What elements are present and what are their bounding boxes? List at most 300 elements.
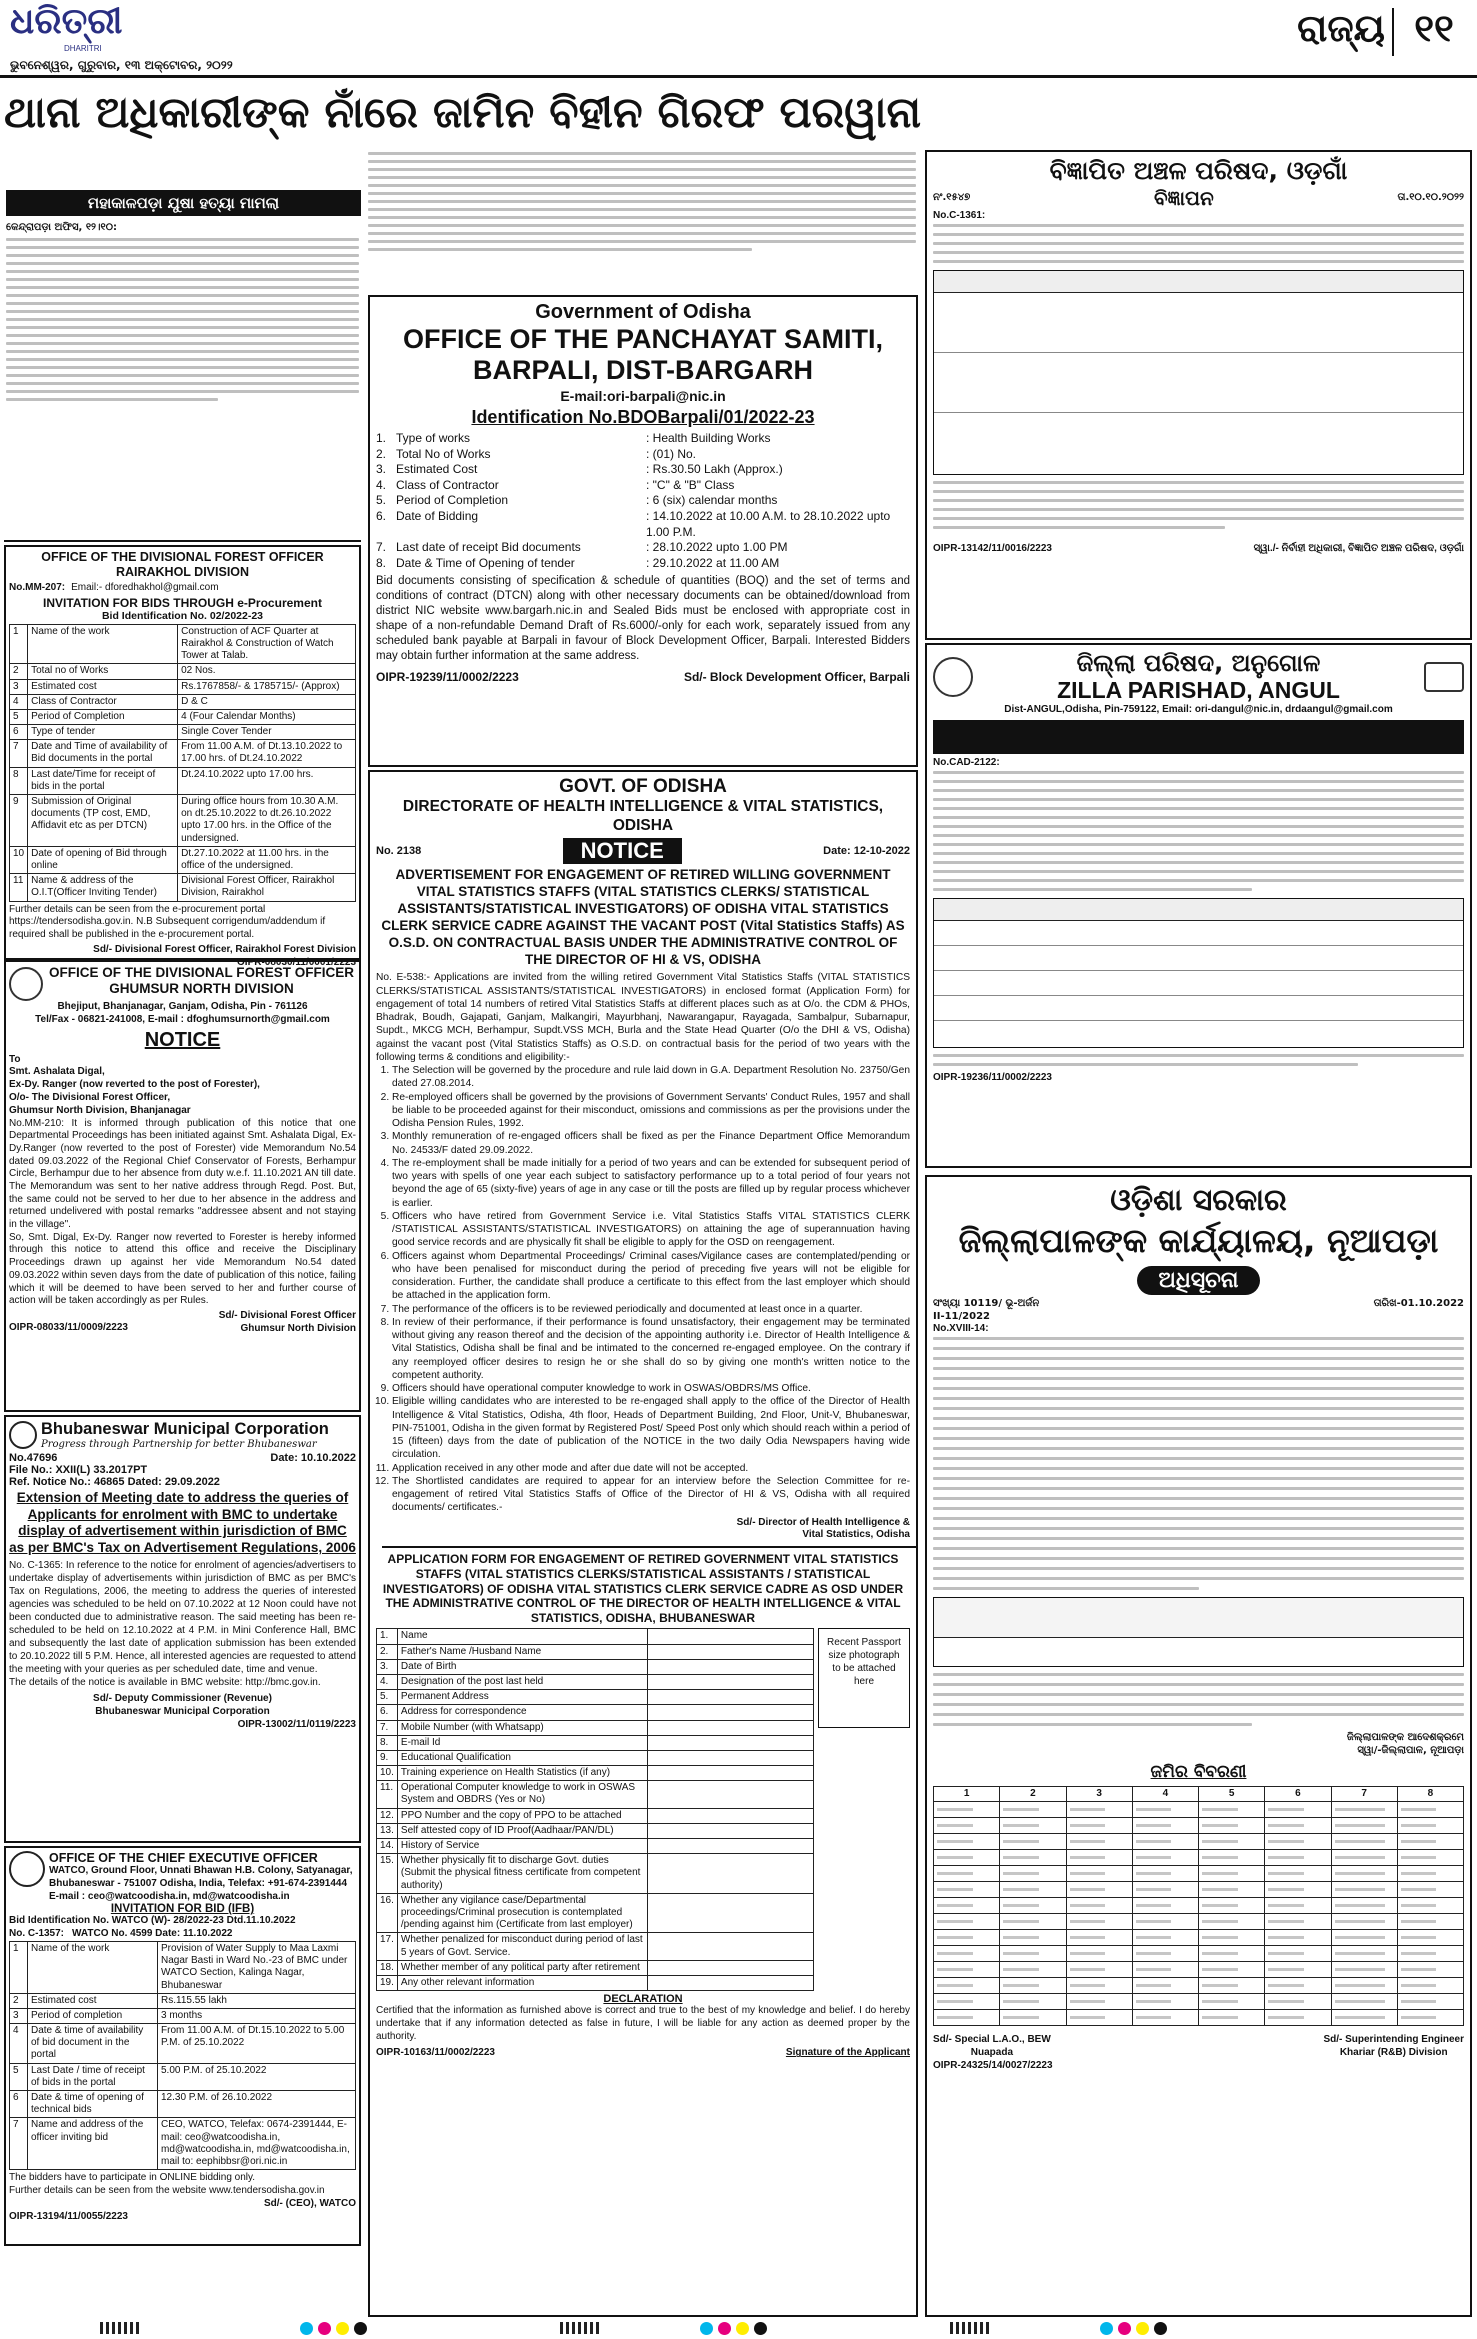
table-cell: Estimated cost — [28, 679, 178, 694]
table-cell — [1331, 1882, 1397, 1898]
list-item: 12. The Shortlisted candidates are required to appear for an interview before the Selection Committee for re-engagement of retired Vital Statistics Staffs of Office of the Director of HI & VS, Odisha with all required documents/ certificates.- — [392, 1475, 910, 1515]
table-row — [10, 694, 356, 709]
watco-table — [9, 1941, 356, 2170]
answer-cell[interactable] — [647, 1893, 813, 1933]
table-cell: Date & time of opening of technical bids — [28, 2091, 158, 2118]
table-cell: 10 — [10, 846, 28, 873]
table-cell — [1199, 1866, 1265, 1882]
table-cell — [1331, 1850, 1397, 1866]
table-cell: 4 — [10, 2024, 28, 2064]
barpali-ident: Identification No.BDOBarpali/01/2022-23 — [471, 407, 815, 428]
barpali-ad — [368, 295, 918, 767]
table-row — [10, 679, 356, 694]
nuapada-code: No.XVIII-14: — [933, 1323, 989, 1335]
answer-cell[interactable] — [647, 1750, 813, 1765]
list-item-number: 1. — [376, 431, 387, 446]
table-cell: Dt.27.10.2022 at 11.00 hrs. in the office of the undersigned. — [178, 846, 356, 873]
table-cell: 1 — [10, 1941, 28, 1993]
ghumsur-notice: NOTICE — [144, 1028, 221, 1051]
table-cell — [934, 1946, 1000, 1962]
nuapada-notif: ଅଧିସୂଚନା — [1137, 1266, 1261, 1295]
table-cell — [1000, 1994, 1066, 2010]
table-cell — [1265, 1946, 1331, 1962]
health-ref: OIPR-10163/11/0002/2223 — [376, 2047, 495, 2059]
table-cell: 5.00 P.M. of 25.10.2022 — [158, 2063, 356, 2090]
table-cell — [1132, 2010, 1198, 2026]
table-cell: Single Cover Tender — [178, 725, 356, 740]
table-cell: Name & address of the O.I.T(Officer Inviting Tender) — [28, 874, 178, 901]
table-cell: 7 — [1331, 1786, 1397, 1801]
table-cell — [934, 1994, 1000, 2010]
table-cell: Whether penalized for misconduct during period of last 5 years of Govt. Service. — [397, 1933, 647, 1960]
table-cell: Last date/Time for receipt of bids in the portal — [28, 767, 178, 794]
table-cell — [1000, 1946, 1066, 1962]
table-cell: Address for correspondence — [397, 1705, 647, 1720]
table-cell — [1000, 1978, 1066, 1994]
answer-cell[interactable] — [647, 1735, 813, 1750]
section-name: ରାଜ୍ୟ — [1297, 6, 1385, 50]
table-row — [934, 2010, 1464, 2026]
table-cell — [1397, 1882, 1463, 1898]
table-row — [377, 1705, 814, 1720]
table-cell: 3 months — [158, 2008, 356, 2023]
table-cell — [1331, 1818, 1397, 1834]
list-item-value: : Rs.30.50 Lakh (Approx.) — [646, 462, 783, 477]
answer-cell[interactable] — [647, 1644, 813, 1659]
table-cell: Submission of Original documents (TP cost, EMD, Affidavit etc as per DTCN) — [28, 795, 178, 847]
angul-ad — [925, 643, 1472, 1168]
health-sign: Sd/- Director of Health Intelligence & Vital Statistics, Odisha — [736, 1516, 910, 1541]
table-cell — [1265, 2010, 1331, 2026]
table-cell — [1066, 1930, 1132, 1946]
odagaon-ref: OIPR-13142/11/0016/2223 — [933, 542, 1052, 554]
answer-cell[interactable] — [647, 1975, 813, 1990]
table-cell: History of Service — [397, 1839, 647, 1854]
watco-note: The bidders have to participate in ONLINE bidding only. Further details can be seen from the website www.tendersodisha.gov.in — [9, 2172, 325, 2196]
table-cell — [1199, 1962, 1265, 1978]
table-cell — [1199, 1834, 1265, 1850]
table-cell: Operational Computer knowledge to work in OSWAS System and OBDRS (Yes or No) — [397, 1781, 647, 1808]
table-cell: 5 — [1199, 1786, 1265, 1801]
list-item-value: : 6 (six) calendar months — [646, 493, 778, 508]
table-cell: 10. — [377, 1766, 398, 1781]
table-row — [10, 2091, 356, 2118]
table-cell — [1066, 1946, 1132, 1962]
table-row — [934, 1834, 1464, 1850]
table-cell — [1397, 1978, 1463, 1994]
table-row — [10, 1993, 356, 2008]
table-cell — [1066, 1914, 1132, 1930]
bmc-body: No. C-1365: In reference to the notice for enrolment of agencies/advertisers to undertake display of advertisements within jurisdiction of BMC as per BMC's Tax on Regulations, 2006, the meeting to address the queries of interested agencies was scheduled to be held on 07.10.2022 at 12 Noon could have not been conducted due to administrative reason. The said meeting has been re-scheduled to be held on 12.10.2022 at 4 P.M. in Mini Conference Hall, BMC and subsequently the last date of application submission has been extended to 20.10.2022 till 5 P.M. Hence, all interested agencies are requested to attend the meeting with your queries as per scheduled date, time and venue. The details of the notice is available in BMC website: http://bmc.gov.in. — [9, 1559, 356, 1688]
health-decl-text: Certified that the information as furnished above is correct and true to the best of my knowledge and belief. I do hereby undertake that if any information detected as false in future, I will be liable for any action as deemed proper by the authority. — [376, 2005, 910, 2042]
ghumsur-to: To Smt. Ashalata Digal, Ex-Dy. Ranger (now reverted to the post of Forester), O/o- The Divisional Forest Officer, Ghumsur North Division, Bhanjanagar — [9, 1053, 260, 1116]
table-row — [377, 1644, 814, 1659]
health-form-title: APPLICATION FORM FOR ENGAGEMENT OF RETIRED GOVERNMENT VITAL STATISTICS STAFFS (VITAL STATISTICS CLERKS/STATISTICAL ASSISTANTS / STATISTICAL INVESTIGATORS) OF ODISHA VITAL STATISTICS CLERK SERVICE CADRE AS OSD UNDER THE ADMINISTRATIVE CONTROL OF THE DIRECTOR OF HEALTH INTELLIGENCE & VITAL STATISTICS, ODISHA, BHUBANESWAR — [382, 1552, 904, 1625]
table-cell — [1199, 1930, 1265, 1946]
table-cell: PPO Number and the copy of PPO to be attached — [397, 1808, 647, 1823]
table-cell — [934, 1962, 1000, 1978]
table-row — [934, 1994, 1464, 2010]
rairakhol-bid: Bid Identification No. 02/2022-23 — [101, 609, 264, 622]
forest-emblem-icon — [9, 967, 43, 1001]
odagaon-code: No.C-1361: — [933, 210, 986, 221]
table-cell — [1331, 1898, 1397, 1914]
ghumsur-ref: OIPR-08033/11/0009/2223 — [9, 1322, 128, 1334]
health-gov: GOVT. OF ODISHA — [559, 776, 727, 797]
list-item-label: Total No of Works — [396, 446, 491, 461]
table-cell — [1331, 1914, 1397, 1930]
table-cell — [934, 1914, 1000, 1930]
answer-cell[interactable] — [647, 1629, 813, 1644]
table-cell: 8 — [10, 767, 28, 794]
table-cell — [1397, 2010, 1463, 2026]
table-cell — [1331, 1834, 1397, 1850]
table-cell — [934, 2010, 1000, 2026]
table-cell: 3 — [1066, 1786, 1132, 1801]
answer-cell[interactable] — [647, 1705, 813, 1720]
answer-cell[interactable] — [647, 1839, 813, 1854]
angul-code: No.CAD-2122: — [933, 756, 1000, 768]
odagaon-date: ତା.୧୦.୧୦.୨୦୨୨ — [1397, 191, 1464, 203]
table-cell — [1265, 1802, 1331, 1818]
list-item — [376, 462, 910, 478]
table-cell — [1066, 2010, 1132, 2026]
table-row — [934, 1946, 1464, 1962]
table-cell: 11. — [377, 1781, 398, 1808]
masthead — [0, 0, 1477, 74]
watco-no: No. C-1357: — [9, 1928, 65, 1940]
table-cell — [1199, 1898, 1265, 1914]
table-row — [377, 1750, 814, 1765]
table-cell: Educational Qualification — [397, 1750, 647, 1765]
table-cell: Type of tender — [28, 725, 178, 740]
news-kicker: ମହାକାଳପଡ଼ା ଯୁଷା ହତ୍ୟା ମାମଲା — [6, 190, 361, 216]
masthead-logo: ଧରିତ୍ରୀ — [10, 0, 123, 42]
list-item-label: Date of Bidding — [396, 509, 479, 524]
table-row — [377, 1720, 814, 1735]
table-row — [934, 1802, 1464, 1818]
table-cell — [1000, 1882, 1066, 1898]
list-item: 7. The performance of the officers is to be reviewed periodically and documented at least once in a quarter. — [392, 1303, 910, 1316]
table-cell: 12. — [377, 1808, 398, 1823]
table-cell: Permanent Address — [397, 1690, 647, 1705]
table-row — [934, 1914, 1464, 1930]
table-cell — [1132, 1866, 1198, 1882]
table-row — [377, 1766, 814, 1781]
table-cell: During office hours from 10.30 A.M. on dt.25.10.2022 to dt.26.10.2022 upto 17.00 hrs. in the Office of the undersigned. — [178, 795, 356, 847]
table-cell: 5 — [10, 2063, 28, 2090]
table-cell: Self attested copy of ID Proof(Aadhaar/PAN/DL) — [397, 1823, 647, 1838]
angul-title: ଜିଲ୍ଲା ପରିଷଦ, ଅନୁଗୋଳ — [1076, 649, 1321, 677]
list-item: 9. Officers should have operational computer knowledge to work in OSWAS/OBDRS/MS Office. — [392, 1382, 910, 1395]
list-item-number: 2. — [376, 446, 387, 461]
answer-cell[interactable] — [647, 1854, 813, 1894]
table-cell — [1199, 1818, 1265, 1834]
table-cell: 2. — [377, 1644, 398, 1659]
table-row — [10, 664, 356, 679]
table-cell — [1000, 1850, 1066, 1866]
nuapada-sign-dc: ଜିଲ୍ଲାପାଳଙ୍କ ଆଦେଶକ୍ରମେ ସ୍ୱା/-ଜିଲ୍ଲାପାଳ, ନୂଆପଡ଼ା — [1346, 1732, 1464, 1757]
table-cell: Name and address of the officer inviting bid — [28, 2118, 158, 2170]
nuapada-office: ଜିଲ୍ଲାପାଳଙ୍କ କାର୍ଯ୍ୟାଳୟ, ନୂଆପଡ଼ା — [958, 1221, 1439, 1260]
answer-cell[interactable] — [647, 1720, 813, 1735]
bmc-headline: Extension of Meeting date to address the queries of Applicants for enrolment with BMC to undertake display of advertisement within jurisdiction of BMC as per BMC's Tax on Advertisement Regulations, 2006 — [9, 1489, 356, 1556]
table-cell — [1066, 1994, 1132, 2010]
table-cell — [934, 1802, 1000, 1818]
health-dir: DIRECTORATE OF HEALTH INTELLIGENCE & VITAL STATISTICS, ODISHA — [402, 798, 884, 834]
list-item — [376, 431, 910, 447]
table-cell — [1199, 2010, 1265, 2026]
news-dateline: କେନ୍ଦ୍ରାପଡ଼ା ଅଫିସ, ୧୨।୧୦: — [6, 222, 117, 233]
table-cell: Provision of Water Supply to Maa Laxmi Nagar Basti in Ward No.-23 of BMC under WATCO Section, Kalinga Nagar, Bhubaneswar — [158, 1941, 356, 1993]
bmc-ref: OIPR-13002/11/0119/2223 — [237, 1718, 356, 1730]
table-cell — [1199, 1994, 1265, 2010]
forest-ghumsur-ad — [4, 960, 361, 1412]
list-item-number: 8. — [376, 555, 387, 570]
table-cell: Date of opening of Bid through online — [28, 846, 178, 873]
table-cell — [1331, 1946, 1397, 1962]
table-cell — [1265, 1866, 1331, 1882]
table-cell: Period of Completion — [28, 709, 178, 724]
table-cell: Last Date / time of receipt of bids in the portal — [28, 2063, 158, 2090]
bmc-date: Date: 10.10.2022 — [270, 1451, 356, 1464]
list-item: 1. The Selection will be governed by the procedure and rule laid down in G.A. Department Resolution No. 23750/Gen dated 27.08.2014. — [392, 1064, 910, 1091]
answer-cell[interactable] — [647, 1690, 813, 1705]
angul-body — [933, 770, 1464, 892]
table-cell — [1331, 1962, 1397, 1978]
masthead-rule — [0, 75, 1477, 78]
list-item: 10. Eligible willing candidates who are interested to be re-engaged shall apply to the office of the Director of Health Intelligence & Vital Statistics, Odisha, 4th floor, Heads of Department Building, 2nd Floor, Unit-V, Bhubaneswar, PIN-751001, Odisha in the given format by Registered Post/ Speed Post only which should reach within a period of 15 (fifteen) days from the date of publication of the NOTICE in the two daily Odia Newspapers having wide circulation. — [392, 1395, 910, 1461]
table-cell: Date and Time of availability of Bid documents in the portal — [28, 740, 178, 767]
table-cell — [1331, 2010, 1397, 2026]
nuapada-details-table — [933, 1597, 1464, 1667]
table-cell: Rs.115.55 lakh — [158, 1993, 356, 2008]
table-cell — [1331, 1994, 1397, 2010]
nuapada-ad — [925, 1175, 1472, 2317]
emblem-icon — [933, 657, 973, 697]
ghumsur-tel: Tel/Fax - 06821-241008, E-mail : dfoghumsurnorth@gmail.com — [35, 1013, 330, 1025]
table-cell: Mobile Number (with Whatsapp) — [397, 1720, 647, 1735]
table-cell — [1397, 1994, 1463, 2010]
list-item-label: Period of Completion — [396, 493, 509, 508]
table-row — [377, 1808, 814, 1823]
nuapada-body — [933, 1336, 1464, 1591]
rairakhol-email: Email:- dforedhakhol@gmail.com — [71, 582, 219, 593]
table-cell: Training experience on Health Statistics (if any) — [397, 1766, 647, 1781]
table-cell: 1 — [10, 624, 28, 664]
table-cell — [1331, 1978, 1397, 1994]
table-cell: 3 — [10, 2008, 28, 2023]
barpali-body: Bid documents consisting of specification & schedule of quantities (BOQ) and the set of terms and conditions of contract (DTCN) along with other necessary documents can be obtained/download from district NIC website www.bargarh.nic.in and Sealed Bids must be enclosed with appropriate cost in shape of a non-refundable Demand Draft of Rs.6000/-only for each work, separately issued from any scheduled bank payable at Barpali in favour of Block Development Officer, Barpali. Interested Bidders may obtain further information at the same address. — [376, 575, 910, 663]
nuapada-sign-2: Sd/- Superintending Engineer Khariar (R&B) Division — [1323, 2034, 1464, 2058]
table-cell: 11 — [10, 874, 28, 901]
bmc-tagline: Progress through Partnership for better Bhubaneswar — [41, 1438, 317, 1450]
answer-cell[interactable] — [647, 1781, 813, 1808]
odagaon-ad — [925, 150, 1472, 640]
table-row — [10, 2118, 356, 2170]
table-cell — [1132, 1850, 1198, 1866]
list-item-number: 3. — [376, 462, 387, 477]
table-row — [934, 1962, 1464, 1978]
table-cell: 14. — [377, 1839, 398, 1854]
table-cell: 2 — [10, 1993, 28, 2008]
table-cell — [1397, 1930, 1463, 1946]
health-no: No. 2138 — [376, 845, 422, 858]
list-item — [376, 509, 910, 540]
table-cell — [1331, 1802, 1397, 1818]
list-item-label: Estimated Cost — [396, 462, 478, 477]
health-form-rule — [382, 1546, 916, 1548]
watco-bid: Bid Identification No. WATCO (W)- 28/2022-23 Dtd.11.10.2022 — [9, 1915, 296, 1927]
forest-rairakhol-ad — [4, 545, 361, 968]
table-cell — [1199, 1802, 1265, 1818]
odagaon-notes — [933, 475, 1464, 535]
table-cell — [934, 1850, 1000, 1866]
table-cell — [1132, 1962, 1198, 1978]
list-item: 4. The re-employment shall be made initially for a period of two years and can be extended for subsequent period of two years with spells of one year each subject to satisfactory performance up to a total period of four years not beyond the age of 65 (sixty-five) years of age in any case or till the posts are filled up by regular process whichever is earlier. — [392, 1157, 910, 1210]
table-cell — [1331, 1930, 1397, 1946]
answer-cell[interactable] — [647, 1674, 813, 1689]
table-cell — [934, 1818, 1000, 1834]
table-cell — [1397, 1946, 1463, 1962]
table-row — [377, 1659, 814, 1674]
table-cell — [934, 1898, 1000, 1914]
table-cell: 9. — [377, 1750, 398, 1765]
health-ad — [368, 770, 918, 2317]
table-cell — [1397, 1802, 1463, 1818]
list-item-value: : 29.10.2022 at 11.00 AM — [646, 555, 780, 570]
table-cell: Rs.1767858/- & 1785715/- (Approx) — [178, 679, 356, 694]
rairakhol-ref: OIPR-08030/11/0001/2223 — [237, 956, 356, 968]
list-item: 5. Officers who have retired from Government Service i.e. Vital Statistics Staffs VITAL STATISTICS CLERK /STATISTICAL ASSISTANTS/STATISTICAL INVESTIGATORS) on attaining the age of superannuation having good service records and are physically fit shall be eligible to apply for the OSD on reengagement. — [392, 1210, 910, 1250]
list-item: 11. Application received in any other mode and after due date will not be accepted. — [392, 1462, 910, 1475]
table-cell: 5. — [377, 1690, 398, 1705]
table-cell — [1000, 1962, 1066, 1978]
answer-cell[interactable] — [647, 1823, 813, 1838]
table-cell — [1000, 1802, 1066, 1818]
table-cell — [1132, 1834, 1198, 1850]
table-row — [377, 1933, 814, 1960]
table-cell: Dt.24.10.2022 upto 17.00 hrs. — [178, 767, 356, 794]
bmc-title: Bhubaneswar Municipal Corporation — [41, 1420, 329, 1438]
health-intro: No. E-538:- Applications are invited from the willing retired Government Vital Statistics Staffs (VITAL STATISTICS CLERKS/STATISTICAL ASSISTANTS/STATISTICAL INVESTIGATORS) in enclosed format (Application Form) for engagement of total 14 numbers of retired Vital Statistics Staffs at different places such as at O/o. the CDM & PHOs, Bhadrak, Boudh, Gajapati, Ganjam, Malkangiri, Mayurbhanj, Nawarangapur, Rayagada, Sambalpur, Subarnapur, Supdt., MKCG MCH, Berhampur, Supdt.VSS MCH, Burla and the State Head Quarter (O/o the DHI & VS, Odisha) against the vacant post (Vital Statistics Staffs) as O.S.D. on contractual basis for the period of two years with the following terms & conditions and eligibility:- — [376, 972, 910, 1063]
watco-sign: Sd/- (CEO), WATCO — [263, 2197, 356, 2209]
list-item — [376, 556, 910, 572]
health-terms-list — [376, 1064, 910, 1515]
table-cell: CEO, WATCO, Telefax: 0674-2391444, E-mail: ceo@watcoodisha.in, md@watcoodisha.in, md@watcoodisha.in, mail to: eephibbsr@ori.nic.in — [158, 2118, 356, 2170]
table-cell: D & C — [178, 694, 356, 709]
table-cell — [934, 1882, 1000, 1898]
odagaon-no: ନଂ.୧୫୪୭ — [933, 191, 971, 203]
bmc-sign: Sd/- Deputy Commissioner (Revenue) Bhubaneswar Municipal Corporation — [93, 1692, 272, 1717]
table-cell — [1199, 1914, 1265, 1930]
table-cell — [934, 1866, 1000, 1882]
table-cell: 9 — [10, 795, 28, 847]
table-cell: Any other relevant information — [397, 1975, 647, 1990]
table-cell: From 11.00 A.M. of Dt.15.10.2022 to 5.00 P.M. of 25.10.2022 — [158, 2024, 356, 2064]
table-row — [10, 740, 356, 767]
table-cell — [1265, 1818, 1331, 1834]
news-bottom-rule — [4, 540, 361, 542]
table-cell — [1397, 1866, 1463, 1882]
table-cell — [1199, 1850, 1265, 1866]
table-cell: 19. — [377, 1975, 398, 1990]
watco-title: OFFICE OF THE CHIEF EXECUTIVE OFFICER — [49, 1851, 318, 1865]
answer-cell[interactable] — [647, 1659, 813, 1674]
list-item-number: 7. — [376, 540, 387, 555]
answer-cell[interactable] — [647, 1766, 813, 1781]
answer-cell[interactable] — [647, 1808, 813, 1823]
answer-cell[interactable] — [647, 1960, 813, 1975]
table-cell: 6 — [10, 2091, 28, 2118]
table-cell — [1066, 1850, 1132, 1866]
table-row — [934, 1898, 1464, 1914]
list-item-number: 6. — [376, 509, 387, 524]
table-cell — [1265, 1930, 1331, 1946]
nuapada-no: ସଂଖ୍ୟା 10119/ ଭୂ-ଅର୍ଜନ — [933, 1297, 1040, 1309]
answer-cell[interactable] — [647, 1933, 813, 1960]
barpali-gov: Government of Odisha — [535, 301, 751, 323]
news-body-left — [4, 236, 361, 536]
angul-addr: Dist-ANGUL,Odisha, Pin-759122, Email: ori-dangul@nic.in, drdaangul@gmail.com — [1004, 704, 1393, 715]
table-cell — [1397, 1818, 1463, 1834]
bmc-ref-notice: Ref. Notice No.: 46865 Dated: 29.09.2022 — [9, 1475, 220, 1488]
table-row — [934, 1978, 1464, 1994]
list-item: 8. In review of their performance, if their performance is found unsatisfactory, their engagement may be terminated without giving any reason thereof and the decision of the appointing authority i.e. Director of Health Intelligence & Vital Statistics, Odisha shall be final and be intimated to the concerned re-engaged employee. On the contrary if any reemployed officer desires to resign he or she shall do so by giving one month's written notice to the competent authority. — [392, 1316, 910, 1382]
odagaon-title: ବିଜ୍ଞାପିତ ଅଞ୍ଚଳ ପରିଷଦ, ଓଡ଼ଗାଁ — [1049, 156, 1348, 185]
table-cell: Name of the work — [28, 1941, 158, 1993]
scheme-logo-icon — [1424, 662, 1464, 692]
table-cell — [1132, 1802, 1198, 1818]
table-cell: Construction of ACF Quarter at Rairakhol & Construction of Watch Tower at Talab. — [178, 624, 356, 664]
table-row — [377, 1690, 814, 1705]
list-item: 6. Officers against whom Departmental Proceedings/ Criminal cases/Vigilance cases are contemplated/pending or who have been penalised for misconduct during the period of preceding five years will not be eligible for consideration. Further, the candidate shall produce a certificate to this effect from the last employer which should be attached in the application form. — [392, 1250, 910, 1303]
registration-marks — [0, 2318, 1477, 2339]
table-row — [10, 709, 356, 724]
list-item-label: Type of works — [396, 431, 471, 446]
table-cell — [1132, 1882, 1198, 1898]
table-row — [377, 1854, 814, 1894]
masthead-dateline: ଭୁବନେଶ୍ୱର, ଗୁରୁବାର, ୧୩ ଅକ୍ଟୋବର, ୨୦୨୨ — [10, 58, 233, 72]
list-item — [376, 493, 910, 509]
rairakhol-sub: INVITATION FOR BIDS THROUGH e-Procurement — [43, 595, 322, 610]
table-row — [377, 1975, 814, 1990]
list-item — [376, 540, 910, 556]
nuapada-year: II-11/2022 — [933, 1310, 990, 1322]
list-item-value: : 28.10.2022 upto 1.00 PM — [646, 540, 788, 555]
angul-sign-block — [933, 1048, 1464, 1072]
barpali-sign: Sd/- Block Development Officer, Barpali — [683, 670, 910, 685]
table-cell: Class of Contractor — [28, 694, 178, 709]
table-row — [10, 795, 356, 847]
table-cell: 2 — [10, 664, 28, 679]
health-form-table — [376, 1628, 814, 1991]
table-row — [377, 1893, 814, 1933]
table-row — [10, 2063, 356, 2090]
table-cell: Father's Name /Husband Name — [397, 1644, 647, 1659]
table-cell — [1066, 1834, 1132, 1850]
rairakhol-table — [9, 624, 356, 902]
nuapada-date: ତାରିଖ-01.10.2022 — [1373, 1297, 1464, 1309]
table-cell: Divisional Forest Officer, Rairakhol Division, Rairakhol — [178, 874, 356, 901]
table-cell — [1066, 1898, 1132, 1914]
table-row — [377, 1960, 814, 1975]
table-cell — [1199, 1946, 1265, 1962]
table-cell — [934, 1930, 1000, 1946]
table-cell — [1066, 1802, 1132, 1818]
health-notice: NOTICE — [563, 838, 682, 864]
table-cell: Total no of Works — [28, 664, 178, 679]
